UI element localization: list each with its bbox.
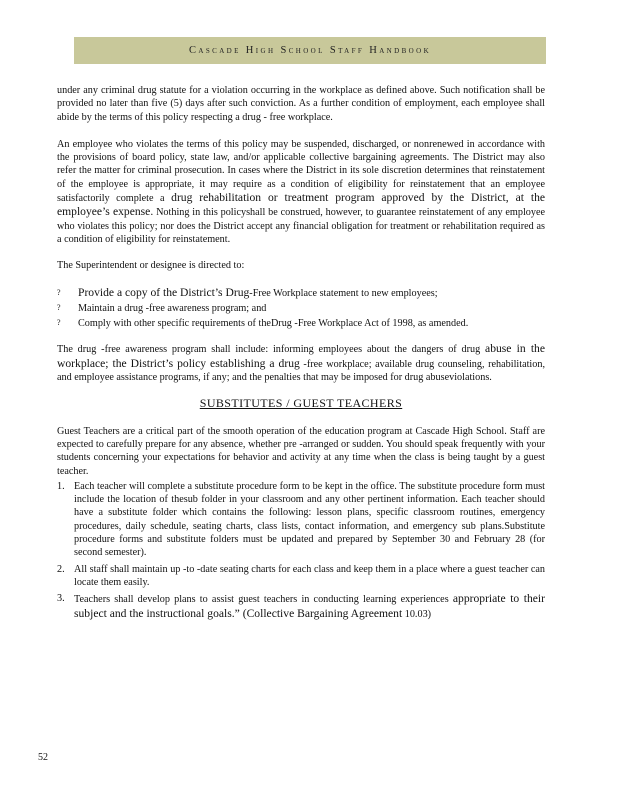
list-item	[57, 301, 545, 315]
bullet-mark: ?	[57, 318, 61, 328]
item-number: 3.	[57, 593, 65, 605]
list-item	[57, 480, 545, 560]
bullet-text: -Free Workplace statement to new employees;	[249, 287, 438, 299]
page-content	[57, 84, 545, 624]
paragraph-violations-part-b: drug rehabilitation or treatment program approved by the District, at the employee’s expense.	[57, 191, 546, 219]
section-heading-substitutes: SUBSTITUTES / GUEST TEACHERS	[199, 396, 403, 411]
list-item	[57, 563, 545, 590]
paragraph-awareness-part-b: abuse in the workplace; the District’s policy establishing a drug	[57, 342, 545, 370]
paragraph-violations-part-a: An employee who violates the terms of this policy may be suspended, discharged, or nonrenewed in accordance with the provisions of board policy, state law, and/or applicable collective bargaining agreements. The District may also refer the matter for criminal prosecution. In cases where the District in its sole discretion determines that reinstatement of the employee is appropriate, it may require as a condition of eligibility for reinstatement that an employee satisfactorily complete a	[57, 138, 545, 205]
list-item	[57, 286, 545, 300]
bullet-text: Comply with other specific requirements of theDrug -Free Workplace Act of 1998, as amended.	[78, 318, 469, 330]
paragraph-notification: under any criminal drug statute for a violation occurring in the workplace as defined above. Such notification shall be provided no later than five (5) days after such conviction. As a further condition of employment, each employee shall abide by the terms of this policy respecting a drug - free workplace.	[57, 85, 545, 123]
paragraph-superintendent: The Superintendent or designee is directed to:	[57, 260, 245, 272]
item-text: Teachers shall develop plans to assist guest teachers in conducting learning experiences	[74, 594, 449, 606]
paragraph-awareness-part-a: The drug -free awareness program shall include: informing employees about the dangers of drug	[57, 344, 481, 356]
item-text-tail: 10.03)	[404, 608, 432, 620]
header-band	[74, 37, 546, 64]
item-text: All staff shall maintain up -to -date seating charts for each class and keep them in a place where a guest teacher can locate them easily.	[74, 563, 545, 588]
bullet-text-large: Provide a copy of the District’s Drug	[78, 285, 250, 299]
page-number: 52	[38, 752, 48, 763]
item-text-large: appropriate to their subject and the instructional goals.” (Collective Bargaining Agreement	[74, 592, 546, 620]
list-item	[57, 592, 545, 621]
item-text: Each teacher will complete a substitute procedure form to be kept in the office. The substitute procedure form must include the location of thesub folder in your classroom and any other pertinent information. Each teacher should have a substitute folder which contains the following: lesson plans, specific classroom routines, emergency procedures, daily schedule, seating charts, class lists, contact information, and emergency sub plans.Substitute procedure forms and substitute folders must be updated and prepared by September 30 and February 28 (for second semester).	[74, 480, 545, 559]
paragraph-guest-teachers: Guest Teachers are a critical part of the smooth operation of the education program at Cascade High School. Staff are expected to carefully prepare for any absence, whether pre -arranged or sudden. You should speak frequently with your students concerning your expectations for behavior and activity at any time when the class is being taught by a guest teacher.	[57, 425, 545, 477]
paragraph-violations	[57, 138, 545, 246]
bullet-text: Maintain a drug -free awareness program; and	[78, 302, 267, 314]
numbered-list	[57, 480, 545, 621]
paragraph-awareness-program	[57, 342, 545, 384]
paragraph-violations-part-c: Nothing in this policyshall be construed, however, to guarantee reinstatement of any employee who violates this policy; nor does the District accept any financial obligation for treatment or rehabilitation required as a condition of eligibility for reinstatement.	[57, 207, 546, 245]
item-number: 1.	[57, 480, 65, 492]
bullet-mark: ?	[57, 287, 61, 297]
list-item	[57, 316, 545, 330]
bullet-list	[57, 286, 545, 331]
handbook-title: Cascade High School Staff Handbook	[188, 45, 432, 56]
bullet-mark: ?	[57, 302, 61, 312]
paragraph-awareness-part-c: -free workplace; available drug counseling, rehabilitation, and employee assistance programs, if any; and the penalties that may be imposed for drug abuseviolations.	[57, 358, 545, 384]
item-number: 2.	[57, 563, 65, 575]
